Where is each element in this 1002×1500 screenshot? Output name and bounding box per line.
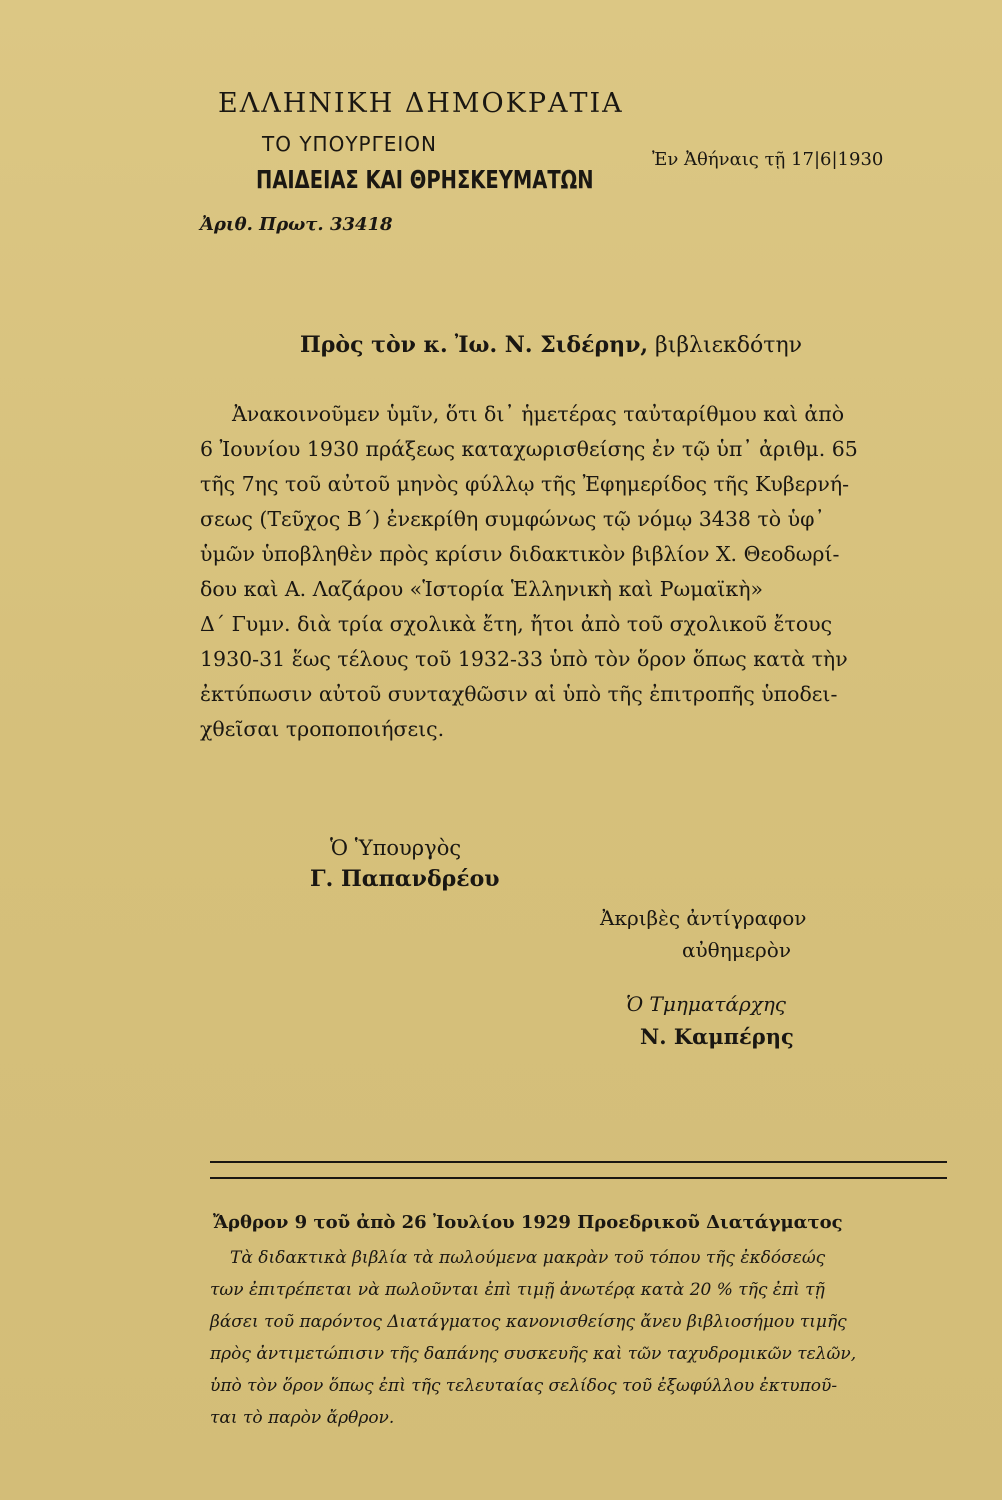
- letterhead-ministry: ΤΟ ΥΠΟΥΡΓΕΙΟΝ: [262, 132, 437, 156]
- addressee-role: βιβλιεκδότην: [655, 333, 803, 358]
- article-line: ται τὸ παρὸν ἄρθρον.: [210, 1408, 395, 1428]
- letterhead-department: ΠΑΙΔΕΙΑΣ ΚΑΙ ΘΡΗΣΚΕΥΜΑΤΩΝ: [256, 165, 594, 194]
- article-line: Τὰ διδακτικὰ βιβλία τὰ πωλούμενα μακρὰν τοῦ τόπου τῆς ἐκδόσεώς: [230, 1248, 826, 1268]
- letterhead-republic: ΕΛΛΗΝΙΚΗ ΔΗΜΟΚΡΑΤΙΑ: [218, 88, 624, 119]
- article-line: ὑπὸ τὸν ὅρον ὅπως ἐπὶ τῆς τελευταίας σελίδος τοῦ ἐξωφύλλου ἐκτυποῦ-: [210, 1376, 838, 1396]
- certified-copy-date: αὐθημερὸν: [682, 938, 792, 962]
- divider-rule: [210, 1161, 947, 1163]
- body-line: δου καὶ Α. Λαζάρου «Ἱστορία Ἑλληνικὴ καὶ Ρωμαϊκὴ»: [200, 577, 764, 601]
- protocol-number: Ἀριθ. Πρωτ. 33418: [200, 214, 393, 235]
- article-line: των ἐπιτρέπεται νὰ πωλοῦνται ἐπὶ τιμῇ ἀνωτέρᾳ κατὰ 20 % τῆς ἐπὶ τῇ: [210, 1280, 825, 1300]
- signatory-name: Γ. Παπανδρέου: [310, 866, 500, 892]
- letter-date: Ἐν Ἀθήναις τῇ 17|6|1930: [652, 149, 884, 170]
- body-line: Δ΄ Γυμν. διὰ τρία σχολικὰ ἔτη, ἤτοι ἀπὸ τοῦ σχολικοῦ ἔτους: [200, 612, 833, 636]
- body-line: χθεῖσαι τροποποιήσεις.: [200, 717, 445, 741]
- body-line: ἐκτύπωσιν αὐτοῦ συνταχθῶσιν αἱ ὑπὸ τῆς ἐπιτροπῆς ὑποδει-: [200, 682, 838, 706]
- addressee-name: Ἰω. Ν. Σιδέρην,: [454, 332, 649, 358]
- certifier-name: Ν. Καμπέρης: [640, 1024, 794, 1049]
- article-line: βάσει τοῦ παρόντος Διατάγματος κανονισθείσης ἄνευ βιβλιοσήμου τιμῆς: [210, 1312, 847, 1332]
- body-line: 1930-31 ἕως τέλους τοῦ 1932-33 ὑπὸ τὸν ὅρον ὅπως κατὰ τὴν: [200, 647, 848, 671]
- certified-copy-label: Ἀκριβὲς ἀντίγραφον: [600, 906, 807, 930]
- article-heading: Ἄρθρον 9 τοῦ ἀπὸ 26 Ἰουλίου 1929 Προεδρικοῦ Διατάγματος: [213, 1212, 843, 1233]
- signatory-title: Ὁ Ὑπουργὸς: [330, 836, 462, 860]
- addressee-prefix: Πρὸς τὸν κ.: [300, 332, 448, 358]
- body-line: ὑμῶν ὑποβληθὲν πρὸς κρίσιν διδακτικὸν βιβλίον Χ. Θεοδωρί-: [200, 542, 840, 566]
- article-line: πρὸς ἀντιμετώπισιν τῆς δαπάνης συσκευῆς καὶ τῶν ταχυδρομικῶν τελῶν,: [210, 1344, 857, 1364]
- addressee-line: [300, 332, 802, 358]
- body-line: σεως (Τεῦχος Β΄) ἐνεκρίθη συμφώνως τῷ νόμῳ 3438 τὸ ὑφ᾽: [200, 507, 825, 531]
- body-line: 6 Ἰουνίου 1930 πράξεως καταχωρισθείσης ἐν τῷ ὑπ᾽ ἀριθμ. 65: [200, 437, 858, 461]
- body-line: Ἀνακοινοῦμεν ὑμῖν, ὅτι δι᾽ ἡμετέρας ταὐταρίθμου καὶ ἀπὸ: [232, 402, 845, 426]
- body-line: τῆς 7ης τοῦ αὐτοῦ μηνὸς φύλλῳ τῆς Ἐφημερίδος τῆς Κυβερνή-: [200, 472, 850, 496]
- divider-rule: [210, 1177, 947, 1179]
- certifier-title: Ὁ Τμηματάρχης: [626, 992, 786, 1016]
